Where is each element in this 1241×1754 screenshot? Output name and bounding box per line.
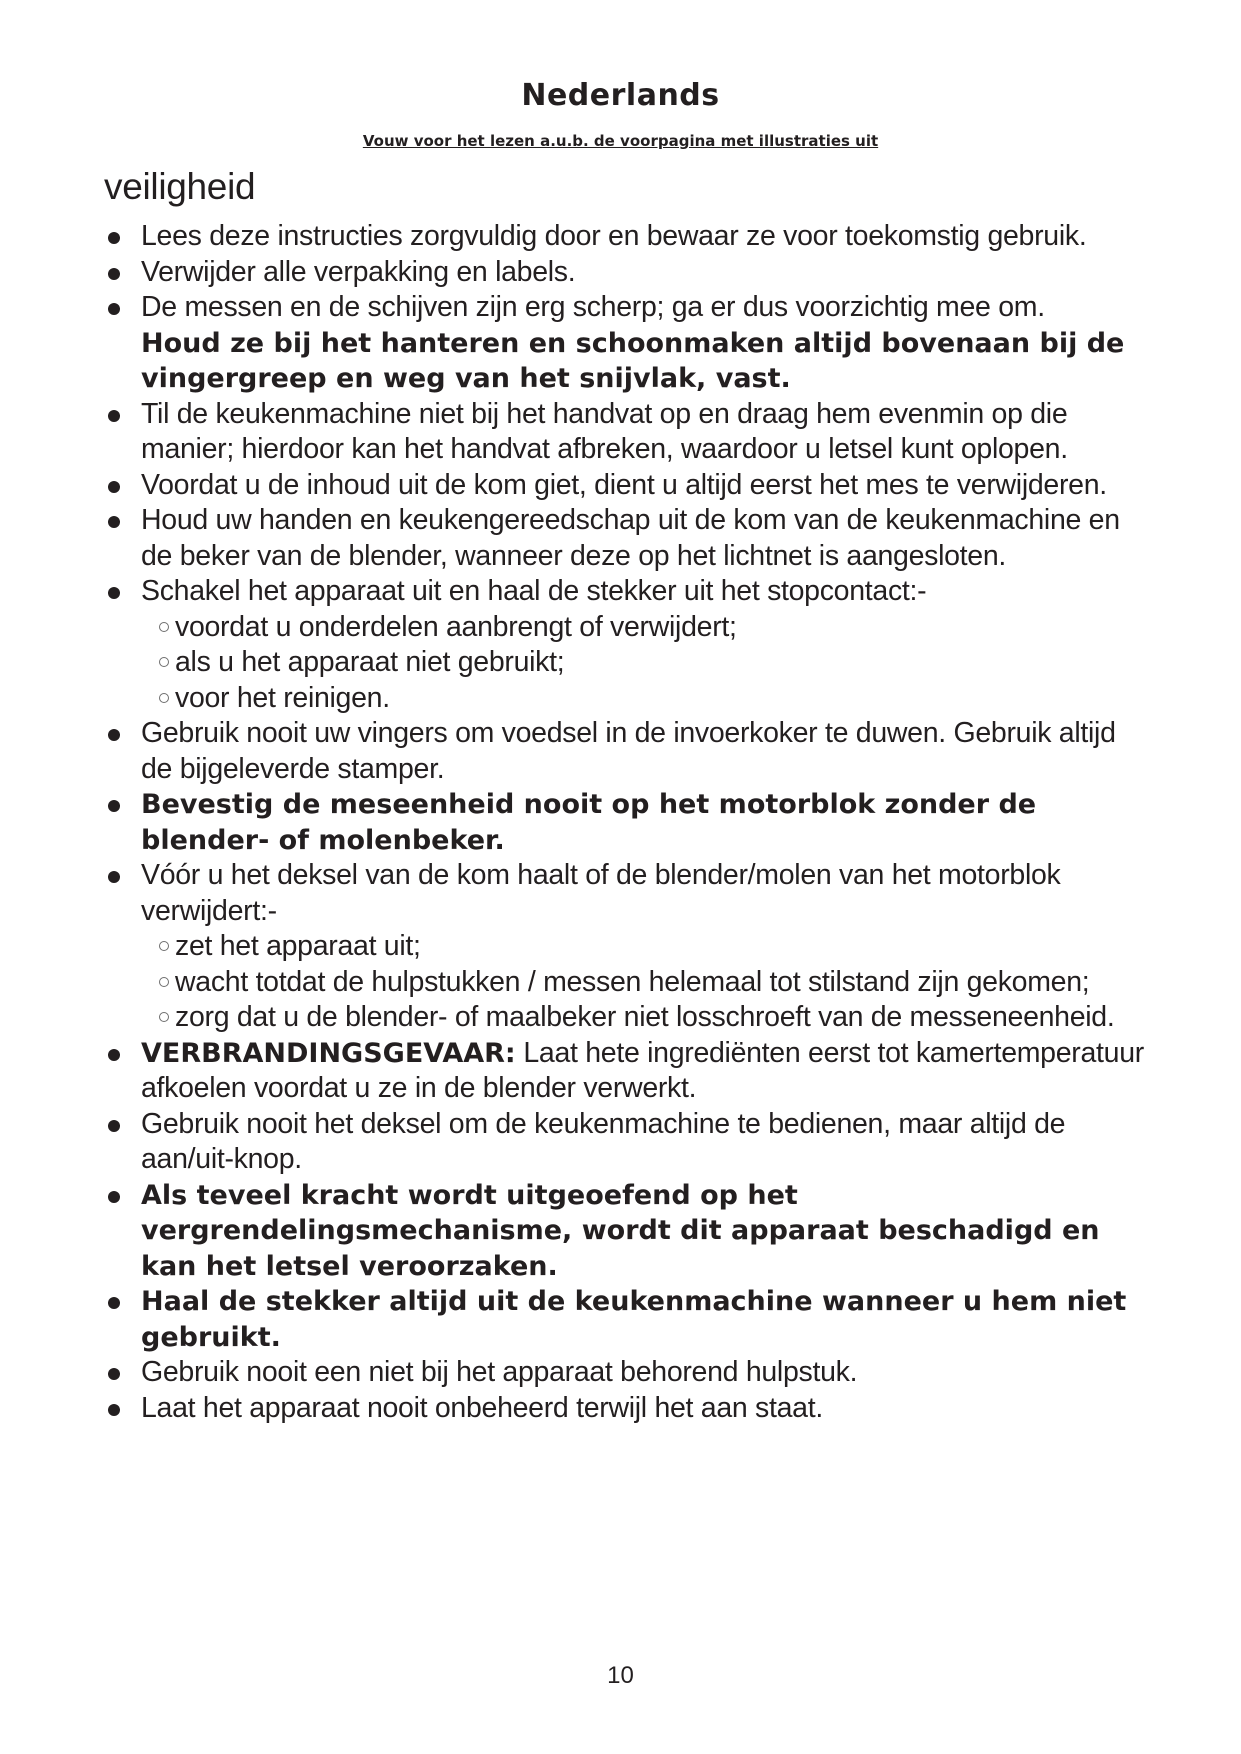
- sub-item: [141, 645, 1144, 681]
- sub-item: [141, 929, 1144, 965]
- sub-item: [141, 610, 1144, 646]
- bullet-icon: [108, 516, 120, 528]
- page-number: 10: [607, 1662, 634, 1689]
- item-warning-text: Haal de stekker altijd uit de keukenmachine wanneer u hem niet gebruikt.: [141, 1286, 1127, 1353]
- bullet-icon: [108, 587, 120, 599]
- safety-list: [104, 219, 1144, 1426]
- bullet-icon: [108, 410, 120, 422]
- item-text: Til de keukenmachine niet bij het handvat op en draag hem evenmin op die manier; hierdoor kan het handvat afbreken, waardoor u letsel kunt oplopen.: [141, 397, 1068, 465]
- sub-bullet-icon: [159, 1012, 169, 1022]
- item-text: Laat het apparaat nooit onbeheerd terwijl het aan staat.: [141, 1391, 823, 1424]
- item-text: Gebruik nooit het deksel om de keukenmachine te bedienen, maar altijd de aan/uit-knop.: [141, 1107, 1066, 1175]
- list-item: [104, 716, 1144, 787]
- sub-bullet-icon: [159, 657, 169, 667]
- bullet-icon: [108, 1297, 120, 1309]
- bullet-icon: [108, 232, 120, 244]
- list-item: [104, 1284, 1144, 1355]
- item-warning-text: Als teveel kracht wordt uitgeoefend op het vergrendelingsmechanisme, wordt dit apparaat beschadigd en kan het letsel veroorzaken.: [141, 1179, 1100, 1282]
- sub-item-text: zet het apparaat uit;: [175, 930, 421, 962]
- sub-bullet-icon: [159, 977, 169, 987]
- item-text: Schakel het apparaat uit en haal de stekker uit het stopcontact:-: [141, 575, 927, 607]
- language-heading: Nederlands: [521, 78, 720, 113]
- sub-item-text: wacht totdat de hulpstukken / messen helemaal tot stilstand zijn gekomen;: [175, 965, 1090, 998]
- sub-item: [141, 681, 1144, 717]
- bullet-icon: [108, 1120, 120, 1132]
- item-text: Gebruik nooit uw vingers om voedsel in de invoerkoker te duwen. Gebruik altijd de bijgeleverde stamper.: [141, 717, 1116, 785]
- list-item: [104, 397, 1144, 468]
- item-warning-text: Houd ze bij het hanteren en schoonmaken altijd bovenaan bij de vingergreep en weg van het snijvlak, vast.: [141, 327, 1125, 394]
- list-item: [104, 255, 1144, 291]
- item-text: Laat hete ingrediënten eerst tot kamertemperatuur afkoelen voordat u ze in de blender verwerkt.: [141, 1036, 1144, 1104]
- item-warning-text: Bevestig de meseenheid nooit op het motorblok zonder de blender- of molenbeker.: [141, 789, 1037, 856]
- list-item: [104, 1107, 1144, 1178]
- sub-bullet-icon: [159, 941, 169, 951]
- list-item: [104, 1036, 1144, 1107]
- list-item: [104, 468, 1144, 504]
- list-item: [104, 858, 1144, 1036]
- list-item: [104, 574, 1144, 716]
- item-text: Gebruik nooit een niet bij het apparaat behorend hulpstuk.: [141, 1356, 858, 1388]
- list-item: [104, 787, 1144, 858]
- bullet-icon: [108, 800, 120, 812]
- sub-item-text: als u het apparaat niet gebruikt;: [175, 646, 565, 678]
- list-item: [104, 1355, 1144, 1391]
- bullet-icon: [108, 303, 120, 315]
- sub-bullet-icon: [159, 693, 169, 703]
- bullet-icon: [108, 268, 120, 280]
- list-item: [104, 290, 1144, 397]
- sub-item-text: voor het reinigen.: [175, 681, 390, 714]
- item-text: Lees deze instructies zorgvuldig door en bewaar ze voor toekomstig gebruik.: [141, 220, 1087, 252]
- item-text: Voordat u de inhoud uit de kom giet, dient u altijd eerst het mes te verwijderen.: [141, 468, 1107, 501]
- list-item: [104, 1391, 1144, 1427]
- section-title: veiligheid: [104, 166, 256, 207]
- sub-item: [141, 965, 1144, 1001]
- list-item: [104, 1178, 1144, 1285]
- sub-item: [141, 1000, 1144, 1036]
- item-text: De messen en de schijven zijn erg scherp; ga er dus voorzichtig mee om.: [141, 291, 1045, 323]
- list-item: [104, 503, 1144, 574]
- list-item: [104, 219, 1144, 255]
- sub-item-text: zorg dat u de blender- of maalbeker niet losschroeft van de messeneenheid.: [175, 1001, 1115, 1033]
- bullet-icon: [108, 729, 120, 741]
- item-text: Vóór u het deksel van de kom haalt of de blender/molen van het motorblok verwijdert:-: [141, 859, 1061, 927]
- bullet-icon: [108, 1049, 120, 1061]
- item-warning-label: VERBRANDINGSGEVAAR:: [141, 1037, 516, 1069]
- sub-bullet-icon: [159, 622, 169, 632]
- item-text: Houd uw handen en keukengereedschap uit de kom van de keukenmachine en de beker van de blender, wanneer deze op het lichtnet is aangesloten.: [141, 504, 1120, 572]
- item-text: Verwijder alle verpakking en labels.: [141, 255, 576, 288]
- sub-item-text: voordat u onderdelen aanbrengt of verwijdert;: [175, 610, 737, 643]
- fold-note: Vouw voor het lezen a.u.b. de voorpagina met illustraties uit: [362, 132, 879, 150]
- bullet-icon: [108, 1368, 120, 1380]
- bullet-icon: [108, 481, 120, 493]
- bullet-icon: [108, 1404, 120, 1416]
- bullet-icon: [108, 1191, 120, 1203]
- bullet-icon: [108, 871, 120, 883]
